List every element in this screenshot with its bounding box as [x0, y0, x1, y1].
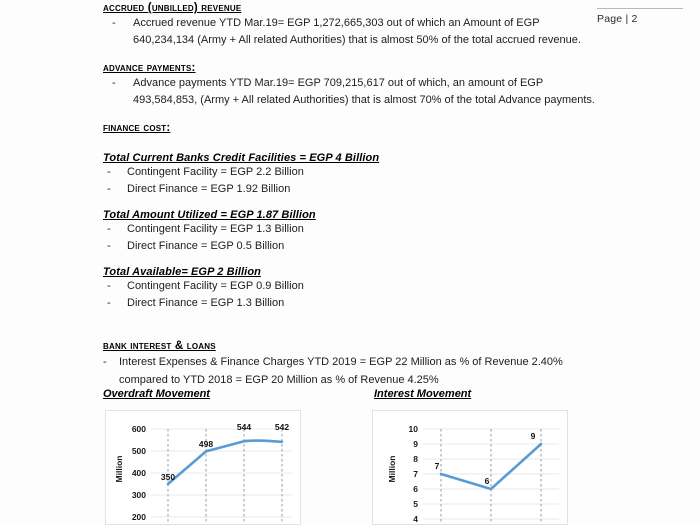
list-item — [103, 279, 595, 295]
bullet-dash: - — [103, 356, 107, 368]
list-item — [103, 353, 595, 389]
section-accrued-revenue — [103, 2, 595, 48]
y-tick-label: 200 — [131, 512, 146, 522]
page-number-block — [597, 8, 689, 25]
section-finance-cost — [103, 122, 595, 134]
y-tick-label: 5 — [413, 499, 418, 509]
bullet-list — [103, 75, 595, 108]
section-heading: advance payments: — [103, 62, 196, 74]
data-label: 7 — [434, 461, 440, 471]
bullet-dash: - — [107, 182, 111, 195]
bullet-dash: - — [107, 166, 111, 178]
bullet-dash: - — [107, 296, 111, 309]
list-item — [103, 239, 595, 255]
list-item — [103, 296, 595, 312]
bullet-dash: - — [112, 77, 116, 89]
y-tick-label: 10 — [408, 424, 418, 434]
bullet-list — [103, 279, 595, 311]
y-tick-label: 9 — [413, 439, 418, 449]
chart-interest-svg — [373, 411, 567, 524]
data-label: 542 — [274, 422, 290, 432]
chart-overdraft-movement — [105, 410, 301, 525]
list-item-text: Contingent Facility = EGP 2.2 Billion — [127, 166, 304, 178]
y-tick-label: 4 — [413, 514, 418, 524]
series-line — [168, 440, 282, 484]
list-item-text: Contingent Facility = EGP 0.9 Billion — [127, 280, 304, 292]
section-heading: bank interest & loans — [103, 340, 216, 352]
bullet-dash: - — [107, 239, 111, 252]
bullet-dash: - — [107, 223, 111, 235]
data-label: 9 — [530, 431, 536, 441]
y-axis-title: Million — [114, 455, 124, 483]
list-item-text: Accrued revenue YTD Mar.19= EGP 1,272,665,303 out of which an Amount of EGP 640,234,134 (Army + All related Authorities) that is almost 50% of the total accrued revenue. — [133, 17, 581, 46]
finance-group-credit-facilities — [103, 152, 595, 197]
y-tick-label: 6 — [413, 484, 418, 494]
section-heading: finance cost: — [103, 122, 171, 134]
data-label: 6 — [484, 476, 490, 486]
section-advance-payments — [103, 62, 595, 108]
data-label: 544 — [236, 422, 252, 432]
y-tick-label: 400 — [131, 468, 146, 478]
y-tick-label: 7 — [413, 469, 418, 479]
chart-title-overdraft: Overdraft Movement — [103, 388, 210, 400]
y-tick-label: 300 — [131, 490, 146, 500]
subsection-heading: Total Amount Utilized = EGP 1.87 Billion — [103, 209, 316, 221]
finance-group-amount-utilized — [103, 209, 595, 254]
list-item-text: Contingent Facility = EGP 1.3 Billion — [127, 223, 304, 235]
list-item — [103, 75, 595, 108]
y-tick-label: 600 — [131, 424, 146, 434]
chart-overdraft-svg — [106, 411, 300, 524]
section-bank-interest-loans — [103, 340, 595, 389]
subsection-heading: Total Current Banks Credit Facilities = EGP 4 Billion — [103, 152, 380, 164]
finance-group-total-available — [103, 266, 595, 311]
y-axis-title: Million — [387, 455, 397, 483]
y-tick-label: 8 — [413, 454, 418, 464]
list-item — [103, 165, 595, 181]
list-item-text: Direct Finance = EGP 1.92 Billion — [127, 182, 291, 195]
list-item — [103, 15, 595, 48]
bullet-dash: - — [107, 280, 111, 292]
bullet-list — [103, 165, 595, 197]
y-tick-label: 500 — [131, 446, 146, 456]
list-item-text: Direct Finance = EGP 0.5 Billion — [127, 239, 285, 252]
list-item-text: Advance payments YTD Mar.19= EGP 709,215,617 out of which, an amount of EGP 493,584,853, (Army + All related Authorities) that is almost 70% of the total Advance payments. — [133, 77, 595, 106]
data-label: 350 — [160, 472, 176, 482]
chart-interest-movement — [372, 410, 568, 525]
list-item-text: Direct Finance = EGP 1.3 Billion — [127, 296, 285, 309]
bullet-list — [103, 353, 595, 389]
bullet-list — [103, 222, 595, 254]
list-item — [103, 222, 595, 238]
chart-title-interest: Interest Movement — [374, 388, 472, 400]
subsection-heading: Total Available= EGP 2 Billion — [103, 266, 261, 278]
page-number-rule — [597, 8, 683, 9]
list-item-text: Interest Expenses & Finance Charges YTD 2019 = EGP 22 Million as % of Revenue 2.40% compared to YTD 2018 = EGP 20 Million as % of Revenue 4.25% — [119, 356, 563, 386]
page-number: Page | 2 — [597, 13, 638, 25]
data-label: 498 — [198, 439, 214, 449]
bullet-list — [103, 15, 595, 48]
list-item — [103, 182, 595, 198]
bullet-dash: - — [112, 17, 116, 29]
section-heading: accrued (unbilled) revenue — [103, 2, 242, 14]
